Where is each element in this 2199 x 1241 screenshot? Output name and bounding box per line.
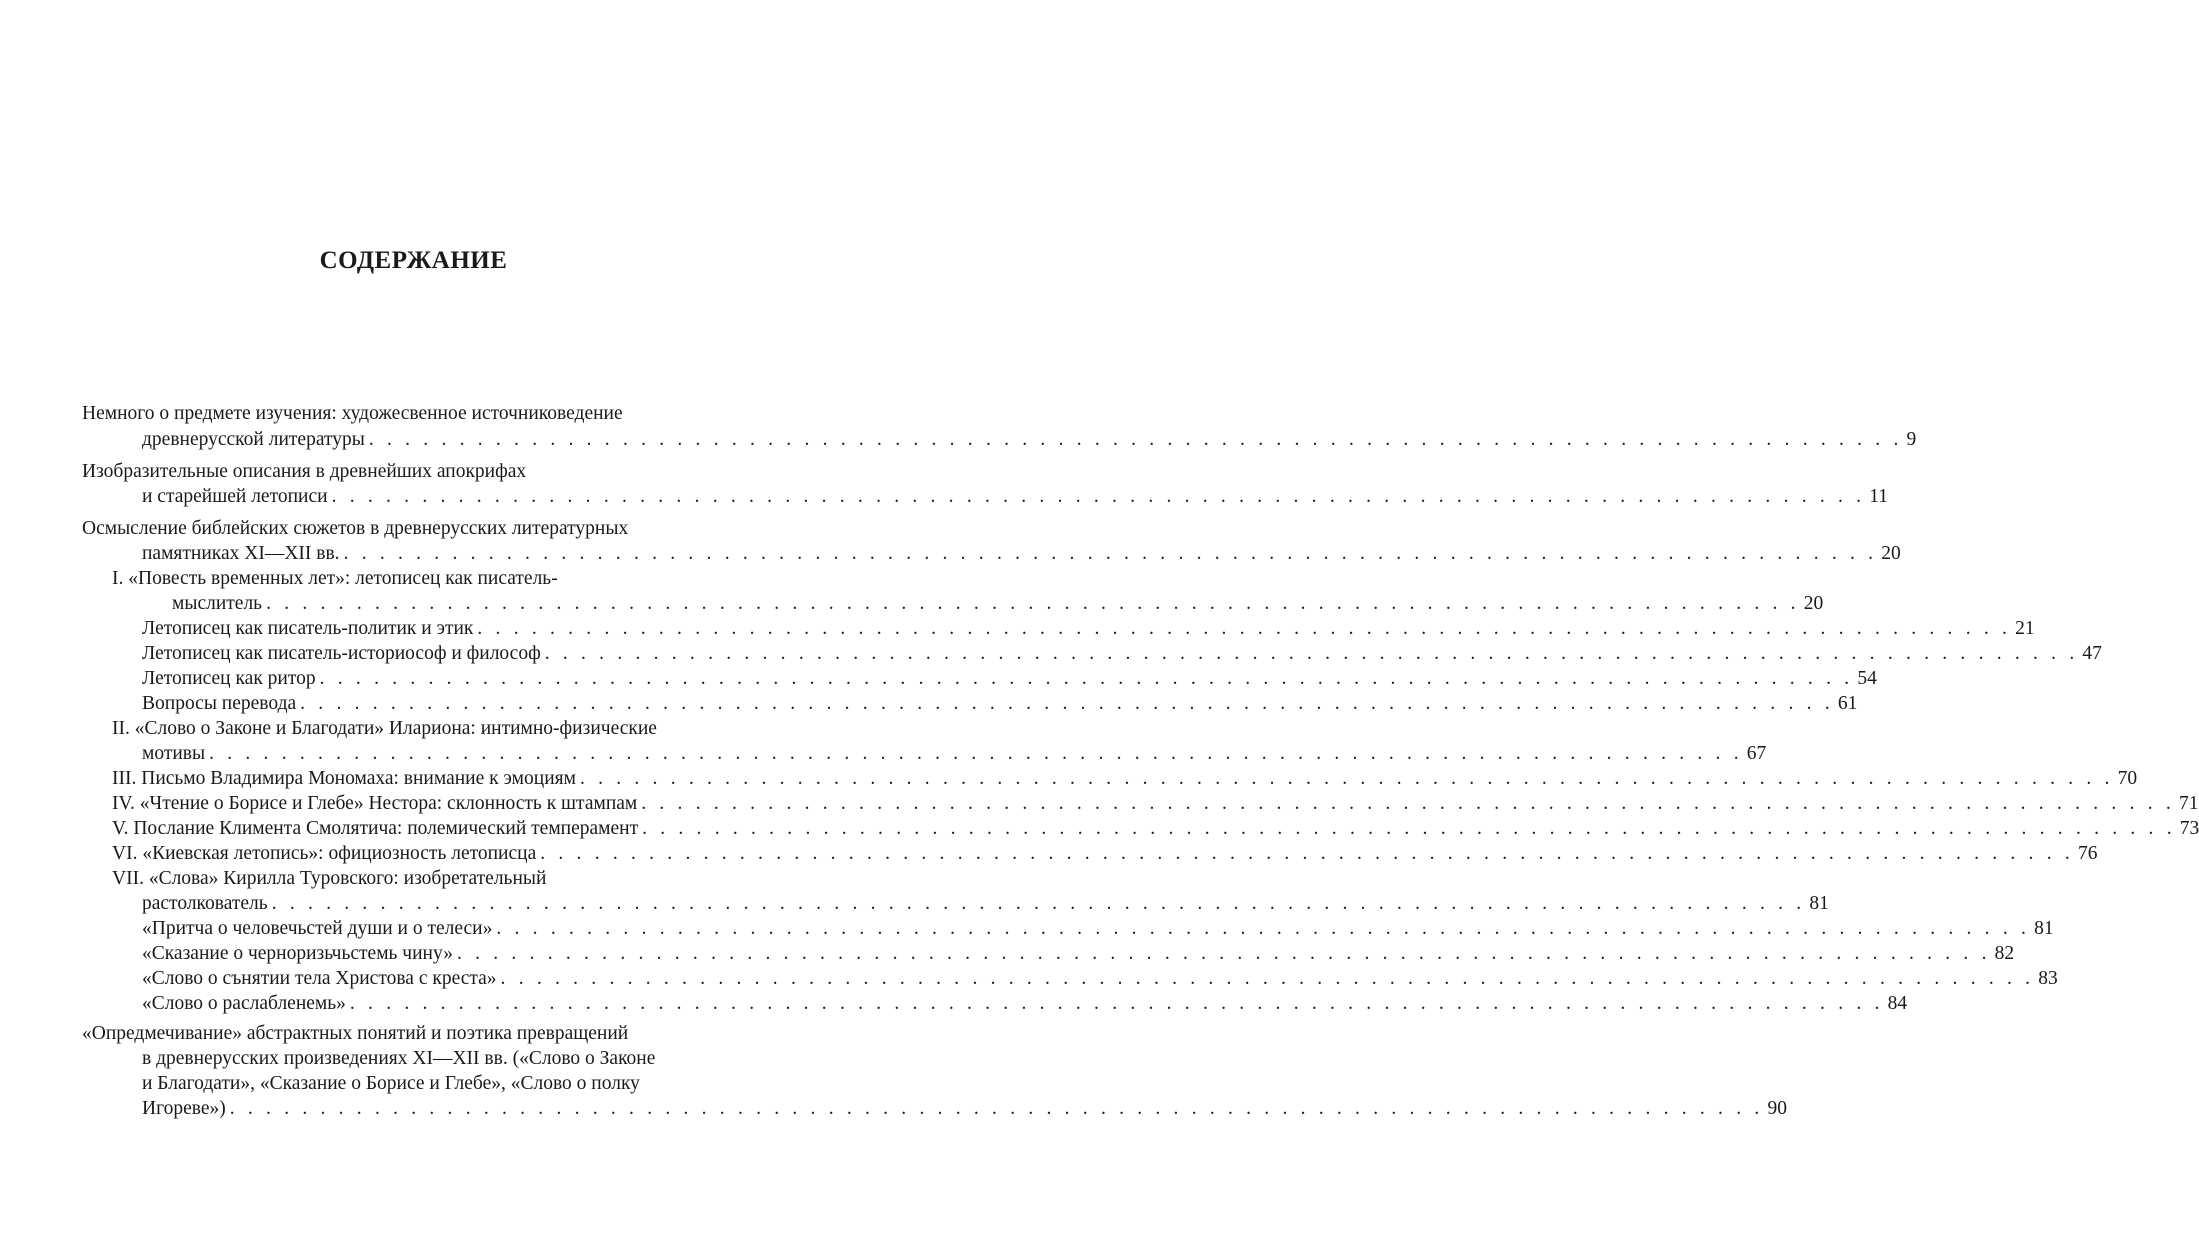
leader-dots: . . . . . . . . . . . . . . . . . . . . . . . . . . . . . . . . . . . . . . . . . . . . . . . . . . . . . . . . . . . . . . . . . . . . . . . . . . . . . . . . . . . . . <box>496 918 2031 939</box>
leader-dots: . . . . . . . . . . . . . . . . . . . . . . . . . . . . . . . . . . . . . . . . . . . . . . . . . . . . . . . . . . . . . . . . . . . . . . . . . . . . . . . . . . . . . <box>209 743 1743 764</box>
page-number: 70 <box>2117 768 2138 789</box>
toc-entry[interactable] <box>142 427 1917 453</box>
toc-entry[interactable] <box>112 841 2098 867</box>
toc-entry-line: Немного о предмете изучения: художесвенное источниковедение <box>82 403 623 424</box>
page-number: 83 <box>2038 968 2058 989</box>
toc-entry-title: Летописец как писатель-политик и этик <box>142 618 474 639</box>
toc-entry-title: Игореве») <box>142 1098 226 1119</box>
toc-entry-title: «Притча о человечьстей души и о телеси» <box>142 918 493 939</box>
leader-dots: . . . . . . . . . . . . . . . . . . . . . . . . . . . . . . . . . . . . . . . . . . . . . . . . . . . . . . . . . . . . . . . . . . . . . . . . . . . . . . . . . . . . . <box>500 968 2035 989</box>
toc-entry[interactable] <box>112 791 2199 817</box>
toc-entry-title: VI. «Киевская летопись»: официозность летописца <box>112 843 537 864</box>
page-number: 81 <box>1809 893 1829 914</box>
page-number: 82 <box>1994 943 2015 964</box>
leader-dots: . . . . . . . . . . . . . . . . . . . . . . . . . . . . . . . . . . . . . . . . . . . . . . . . . . . . . . . . . . . . . . . . . . . . . . . . . . . . . . . . . . . . . <box>540 843 2074 864</box>
toc-entry-line: II. «Слово о Законе и Благодати» Илариона: интимно-физические <box>112 718 657 739</box>
page-number: 73 <box>2179 818 2199 839</box>
toc-entry-title: памятниках XI—XII вв. <box>142 543 340 564</box>
page-number: 76 <box>2077 843 2098 864</box>
page-number: 90 <box>1767 1098 1787 1119</box>
page-number: 71 <box>2178 793 2199 814</box>
leader-dots: . . . . . . . . . . . . . . . . . . . . . . . . . . . . . . . . . . . . . . . . . . . . . . . . . . . . . . . . . . . . . . . . . . . . . . . . . . . . . . . . . . . . . <box>331 486 1866 507</box>
toc-entry[interactable] <box>142 541 1901 567</box>
page-number: 67 <box>1746 743 1767 764</box>
leader-dots: . . . . . . . . . . . . . . . . . . . . . . . . . . . . . . . . . . . . . . . . . . . . . . . . . . . . . . . . . . . . . . . . . . . . . . . . . . . . . . . . . . . . . <box>300 693 1834 714</box>
page-number: 84 <box>1887 993 1908 1014</box>
toc-entry-title: Летописец как ритор <box>142 668 316 689</box>
leader-dots: . . . . . . . . . . . . . . . . . . . . . . . . . . . . . . . . . . . . . . . . . . . . . . . . . . . . . . . . . . . . . . . . . . . . . . . . . . . . . . . . . . . . . <box>544 643 2079 664</box>
leader-dots: . . . . . . . . . . . . . . . . . . . . . . . . . . . . . . . . . . . . . . . . . . . . . . . . . . . . . . . . . . . . . . . . . . . . . . . . . . . . . . . . . . . . . <box>266 593 1800 614</box>
page-number: 81 <box>2034 918 2054 939</box>
toc-entry[interactable] <box>142 691 1858 717</box>
leader-dots: . . . . . . . . . . . . . . . . . . . . . . . . . . . . . . . . . . . . . . . . . . . . . . . . . . . . . . . . . . . . . . . . . . . . . . . . . . . . . . . . . . . . . <box>319 668 1854 689</box>
page-title: СОДЕРЖАНИЕ <box>319 247 508 274</box>
toc-entry-line: «Опредмечивание» абстрактных понятий и поэтика превращений <box>82 1023 629 1044</box>
toc-entry[interactable] <box>172 591 1824 617</box>
toc-entry-title: III. Письмо Владимира Мономаха: внимание к эмоциям <box>112 768 576 789</box>
page-number: 20 <box>1803 593 1824 614</box>
toc-entry-title: мотивы <box>142 743 206 764</box>
toc-entry[interactable] <box>142 616 2035 642</box>
leader-dots: . . . . . . . . . . . . . . . . . . . . . . . . . . . . . . . . . . . . . . . . . . . . . . . . . . . . . . . . . . . . . . . . . . . . . . . . . . . . . . . . . . . . . <box>579 768 2114 789</box>
toc-entry-title: «Слово о сънятии тела Христова с креста» <box>142 968 497 989</box>
toc-entry-title: «Слово о раслабленемь» <box>142 993 346 1014</box>
page-number: 11 <box>1869 486 1889 507</box>
toc-entry-line: VII. «Слова» Кирилла Туровского: изобретательный <box>112 868 547 889</box>
toc-entry-title: древнерусской литературы <box>142 429 365 450</box>
toc-entry[interactable] <box>142 641 2102 667</box>
toc-entry[interactable] <box>142 741 1767 767</box>
toc-entry[interactable] <box>142 1096 1787 1122</box>
toc-entry[interactable] <box>142 484 1889 510</box>
page-number: 47 <box>2082 643 2102 664</box>
toc-entry-line: Осмысление библейских сюжетов в древнерусских литературных <box>82 518 629 539</box>
toc-entry[interactable] <box>142 916 2054 942</box>
leader-dots: . . . . . . . . . . . . . . . . . . . . . . . . . . . . . . . . . . . . . . . . . . . . . . . . . . . . . . . . . . . . . . . . . . . . . . . . . . . . . . . . . . . . . <box>477 618 2012 639</box>
toc-entry-line: и Благодати», «Сказание о Борисе и Глебе», «Слово о полку <box>142 1073 640 1094</box>
page-number: 9 <box>1906 429 1917 450</box>
leader-dots: . . . . . . . . . . . . . . . . . . . . . . . . . . . . . . . . . . . . . . . . . . . . . . . . . . . . . . . . . . . . . . . . . . . . . . . . . . . . . . . . . . . . . <box>229 1098 1764 1119</box>
toc-entry-title: и старейшей летописи <box>142 486 328 507</box>
toc-entry[interactable] <box>112 816 2199 842</box>
leader-dots: . . . . . . . . . . . . . . . . . . . . . . . . . . . . . . . . . . . . . . . . . . . . . . . . . . . . . . . . . . . . . . . . . . . . . . . . . . . . . . . . . . . . . <box>343 543 1878 564</box>
toc-entry-title: мыслитель <box>172 593 263 614</box>
toc-entry[interactable] <box>142 666 1877 692</box>
toc-entry-title: растолкователь <box>142 893 268 914</box>
leader-dots: . . . . . . . . . . . . . . . . . . . . . . . . . . . . . . . . . . . . . . . . . . . . . . . . . . . . . . . . . . . . . . . . . . . . . . . . . . . . . . . . . . . . . <box>456 943 1991 964</box>
page-number: 21 <box>2015 618 2035 639</box>
toc-entry-title: IV. «Чтение о Борисе и Глебе» Нестора: склонность к штампам <box>112 793 638 814</box>
toc-entry[interactable] <box>142 966 2058 992</box>
leader-dots: . . . . . . . . . . . . . . . . . . . . . . . . . . . . . . . . . . . . . . . . . . . . . . . . . . . . . . . . . . . . . . . . . . . . . . . . . . . . . . . . . . . . . <box>349 993 1884 1014</box>
leader-dots: . . . . . . . . . . . . . . . . . . . . . . . . . . . . . . . . . . . . . . . . . . . . . . . . . . . . . . . . . . . . . . . . . . . . . . . . . . . . . . . . . . . . . <box>642 818 2176 839</box>
page-number: 54 <box>1857 668 1877 689</box>
toc-entry[interactable] <box>142 941 2015 967</box>
toc-entry-title: V. Послание Климента Смолятича: полемический темперамент <box>112 818 639 839</box>
page-number: 20 <box>1881 543 1901 564</box>
toc-entry-title: Летописец как писатель-историософ и философ <box>142 643 541 664</box>
toc-entry-title: Вопросы перевода <box>142 693 297 714</box>
toc-entry-line: Изобразительные описания в древнейших апокрифах <box>82 461 527 482</box>
toc-entry[interactable] <box>142 991 1908 1017</box>
toc-entry-title: «Сказание о черноризьчьстемь чину» <box>142 943 453 964</box>
page-number: 61 <box>1837 693 1858 714</box>
toc-entry-line: в древнерусских произведениях XI—XII вв. («Слово о Законе <box>142 1048 656 1069</box>
toc-entry-line: I. «Повесть временных лет»: летописец как писатель- <box>112 568 558 589</box>
leader-dots: . . . . . . . . . . . . . . . . . . . . . . . . . . . . . . . . . . . . . . . . . . . . . . . . . . . . . . . . . . . . . . . . . . . . . . . . . . . . . . . . . . . . . <box>271 893 1806 914</box>
leader-dots: . . . . . . . . . . . . . . . . . . . . . . . . . . . . . . . . . . . . . . . . . . . . . . . . . . . . . . . . . . . . . . . . . . . . . . . . . . . . . . . . . . . . . <box>368 429 1903 450</box>
toc-entry[interactable] <box>112 766 2138 792</box>
toc-entry[interactable] <box>142 891 1829 917</box>
leader-dots: . . . . . . . . . . . . . . . . . . . . . . . . . . . . . . . . . . . . . . . . . . . . . . . . . . . . . . . . . . . . . . . . . . . . . . . . . . . . . . . . . . . . . <box>641 793 2175 814</box>
